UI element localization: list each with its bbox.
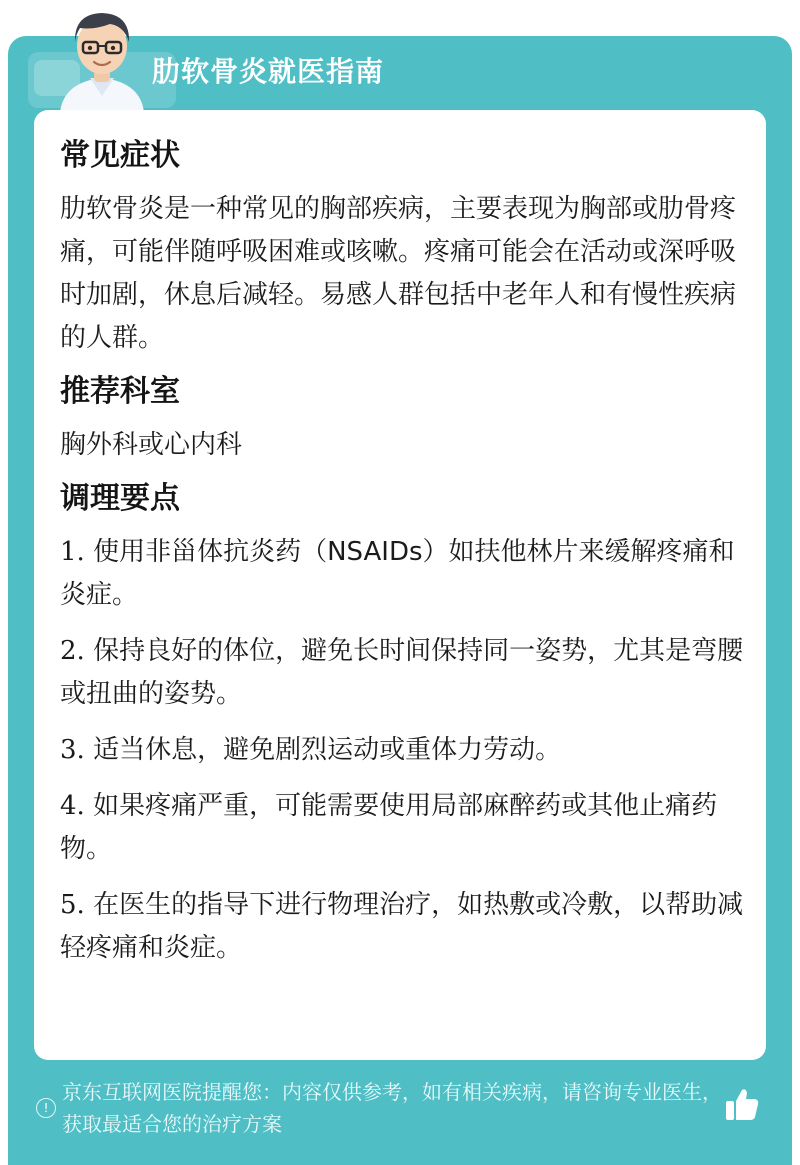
symptoms-heading: 常见症状 (60, 138, 180, 173)
department-text: 胸外科或心内科 (60, 430, 243, 460)
footer-notice: 京东互联网医院提醒您：内容仅供参考，如有相关疾病，请咨询专业医生，获取最适合您的治疗方案 (62, 1080, 722, 1136)
page-title: 肋软骨炎就医指南 (152, 55, 385, 88)
care-heading: 调理要点 (60, 481, 180, 516)
care-list-item: 1. 使用非甾体抗炎药（NSAIDs）如扶他林片来缓解疼痛和炎症。 (60, 537, 735, 610)
content-card (34, 110, 766, 1060)
symptoms-text: 肋软骨炎是一种常见的胸部疾病，主要表现为胸部或肋骨疼痛，可能伴随呼吸困难或咳嗽。疼痛可能会在活动或深呼吸时加剧，休息后减轻。易感人群包括中老年人和有慢性疾病的人群。 (60, 194, 737, 353)
care-list (60, 531, 750, 970)
care-list-item: 2. 保持良好的体位，避免长时间保持同一姿势，尤其是弯腰或扭曲的姿势。 (60, 636, 744, 709)
care-list-item: 5. 在医生的指导下进行物理治疗，如热敷或冷敷，以帮助减轻疼痛和炎症。 (60, 890, 744, 963)
thumbs-up-icon[interactable] (722, 1084, 762, 1124)
care-list-item: 4. 如果疼痛严重，可能需要使用局部麻醉药或其他止痛药物。 (60, 791, 718, 864)
doctor-avatar-icon (50, 4, 154, 112)
care-list-item: 3. 适当休息，避免剧烈运动或重体力劳动。 (60, 735, 562, 765)
content-body (60, 134, 750, 983)
department-heading: 推荐科室 (60, 374, 180, 409)
info-icon: ! (36, 1098, 56, 1118)
